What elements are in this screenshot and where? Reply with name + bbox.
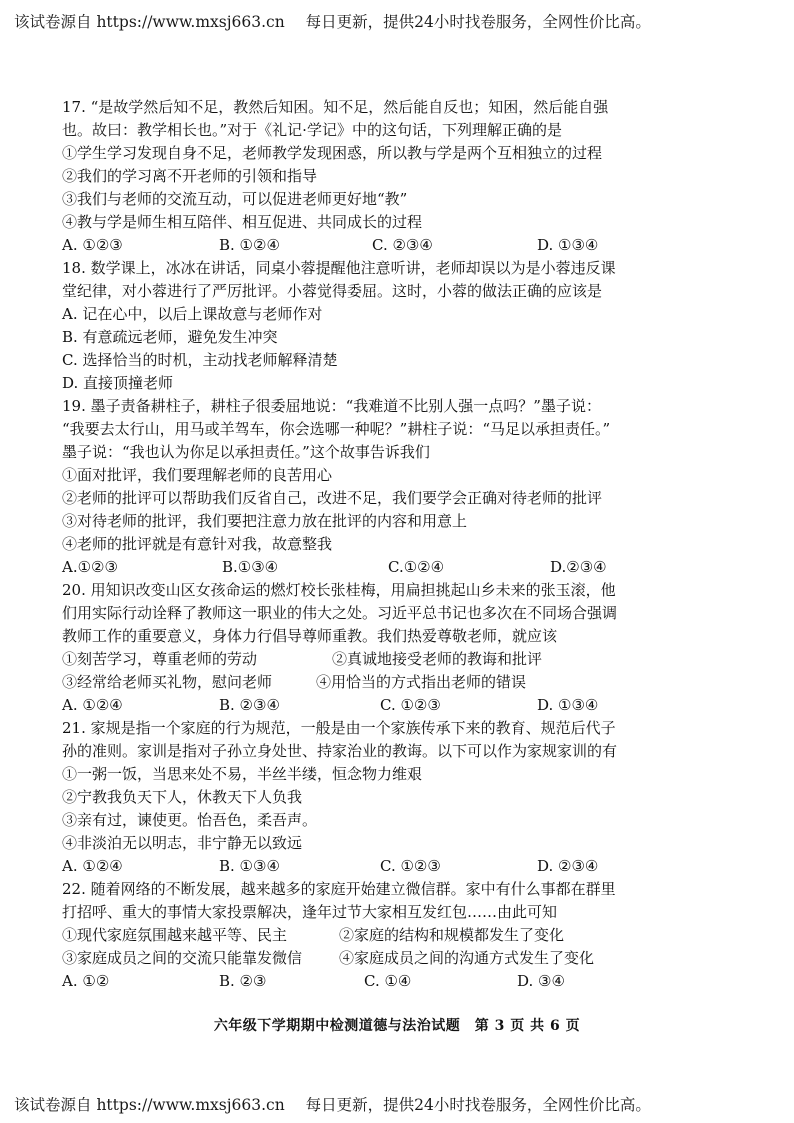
banner-site: 该试卷源自	[14, 13, 92, 31]
statement-4: ④用恰当的方式指出老师的错误	[316, 673, 527, 691]
statement-line: ④教与学是师生相互陪伴、相互促进、共同成长的过程	[62, 213, 423, 231]
statement-line: ①学生学习发现自身不足，老师教学发现困惑，所以教与学是两个互相独立的过程	[62, 144, 603, 162]
statement-line: ③对待老师的批评，我们要把注意力放在批评的内容和用意上	[62, 512, 468, 530]
option-b: B. 有意疏远老师，避免发生冲突	[62, 328, 278, 346]
source-banner-bottom	[14, 1093, 784, 1115]
question-18	[62, 257, 752, 395]
option-a: A. ①②④	[62, 857, 123, 875]
statement-line: ④非淡泊无以明志，非宁静无以致远	[62, 834, 303, 852]
question-line: “我要去太行山，用马或羊驾车，你会选哪一种呢？”耕柱子说：“马足以承担责任。”	[62, 420, 611, 438]
option-d: D. ①③④	[537, 696, 599, 714]
statement-pair	[62, 648, 752, 671]
question-17	[62, 96, 752, 257]
option-d: D.②③④	[550, 558, 607, 576]
statement-line: ①一粥一饭，当思来处不易，半丝半缕，恒念物力维艰	[62, 765, 423, 783]
question-line: 也。故曰：教学相长也。”对于《礼记·学记》中的这句话，下列理解正确的是	[62, 121, 562, 139]
question-line: 19. 墨子责备耕柱子，耕柱子很委屈地说：“我难道不比别人强一点吗？”墨子说：	[62, 397, 601, 415]
option-d: D. ①③④	[537, 236, 599, 254]
option-a: A. ①②	[62, 972, 110, 990]
statement-3: ③家庭成员之间的交流只能靠发微信	[62, 949, 303, 967]
answer-options	[62, 234, 752, 257]
question-line: 墨子说：“我也认为你足以承担责任。”这个故事告诉我们	[62, 443, 430, 461]
statement-line: ③我们与老师的交流互动，可以促进老师更好地“教”	[62, 190, 408, 208]
option-d: D. ③④	[517, 972, 565, 990]
statement-1: ①刻苦学习，尊重老师的劳动	[62, 650, 258, 668]
banner-site: 该试卷源自	[14, 1096, 92, 1114]
source-banner-top	[14, 10, 784, 32]
question-line: 21. 家规是指一个家庭的行为规范，一般是由一个家族传承下来的教育、规范后代子	[62, 719, 616, 737]
question-19	[62, 395, 752, 579]
banner-url[interactable]: https://www.mxsj663.cn	[96, 1096, 285, 1114]
option-c: C. ①②③	[380, 857, 441, 875]
question-21	[62, 717, 752, 878]
answer-options	[62, 970, 752, 993]
statement-line: ③亲有过，谏使更。怡吾色，柔吾声。	[62, 811, 318, 829]
banner-slogan: 每日更新，提供24小时找卷服务，全网性价比高。	[305, 13, 651, 31]
question-line: 22. 随着网络的不断发展，越来越多的家庭开始建立微信群。家中有什么事都在群里	[62, 880, 616, 898]
question-line: 打招呼、重大的事情大家投票解决，逢年过节大家相互发红包……由此可知	[62, 903, 558, 921]
option-c: C. ①②③	[380, 696, 441, 714]
question-22	[62, 878, 752, 993]
option-b: B. ①②④	[219, 236, 280, 254]
statement-2: ②真诚地接受老师的教诲和批评	[332, 650, 543, 668]
banner-slogan: 每日更新，提供24小时找卷服务，全网性价比高。	[305, 1096, 651, 1114]
answer-options	[62, 694, 752, 717]
statement-3: ③经常给老师买礼物，慰问老师	[62, 673, 273, 691]
exam-content	[62, 96, 752, 993]
statement-4: ④家庭成员之间的沟通方式发生了变化	[339, 949, 595, 967]
statement-2: ②家庭的结构和规模都发生了变化	[339, 926, 565, 944]
option-a: A. ①②③	[62, 236, 123, 254]
statement-line: ②老师的批评可以帮助我们反省自己，改进不足，我们要学会正确对待老师的批评	[62, 489, 603, 507]
option-d: D. ②③④	[537, 857, 599, 875]
statement-pair	[62, 671, 752, 694]
question-line: 堂纪律，对小蓉进行了严厉批评。小蓉觉得委屈。这时，小蓉的做法正确的应该是	[62, 282, 603, 300]
option-b: B. ①③④	[219, 857, 280, 875]
banner-url[interactable]: https://www.mxsj663.cn	[96, 13, 285, 31]
option-a: A. 记在心中，以后上课故意与老师作对	[62, 305, 323, 323]
statement-line: ②我们的学习离不开老师的引领和指导	[62, 167, 318, 185]
question-line: 们用实际行动诠释了教师这一职业的伟大之处。习近平总书记也多次在不同场合强调	[62, 604, 618, 622]
answer-options	[62, 556, 752, 579]
option-c: C. 选择恰当的时机，主动找老师解释清楚	[62, 351, 338, 369]
option-b: B. ②③	[219, 972, 267, 990]
question-line: 教师工作的重要意义，身体力行倡导尊师重教。我们热爱尊敬老师，就应该	[62, 627, 558, 645]
statement-1: ①现代家庭氛围越来越平等、民主	[62, 926, 288, 944]
page-footer: 六年级下学期期中检测道德与法治试题 第 3 页 共 6 页	[213, 1018, 581, 1034]
option-d: D. 直接顶撞老师	[62, 374, 174, 392]
option-b: B.①③④	[222, 558, 279, 576]
statement-line: ②宁教我负天下人，休教天下人负我	[62, 788, 303, 806]
statement-pair	[62, 924, 752, 947]
question-20	[62, 579, 752, 717]
question-line: 20. 用知识改变山区女孩命运的燃灯校长张桂梅，用扁担挑起山乡未来的张玉滚，他	[62, 581, 616, 599]
option-b: B. ②③④	[219, 696, 280, 714]
answer-options	[62, 855, 752, 878]
statement-line: ④老师的批评就是有意针对我，故意整我	[62, 535, 333, 553]
question-line: 孙的准则。家训是指对子孙立身处世、持家治业的教诲。以下可以作为家规家训的有	[62, 742, 618, 760]
option-c: C. ①④	[364, 972, 412, 990]
question-line: 18. 数学课上，冰冰在讲话，同桌小蓉提醒他注意听讲，老师却误以为是小蓉违反课	[62, 259, 616, 277]
option-a: A. ①②④	[62, 696, 123, 714]
statement-pair	[62, 947, 752, 970]
option-c: C. ②③④	[372, 236, 433, 254]
option-c: C.①②④	[388, 558, 445, 576]
question-line: 17. “是故学然后知不足，教然后知困。知不足，然后能自反也；知困，然后能自强	[62, 98, 609, 116]
statement-line: ①面对批评，我们要理解老师的良苦用心	[62, 466, 333, 484]
option-a: A.①②③	[62, 558, 118, 576]
